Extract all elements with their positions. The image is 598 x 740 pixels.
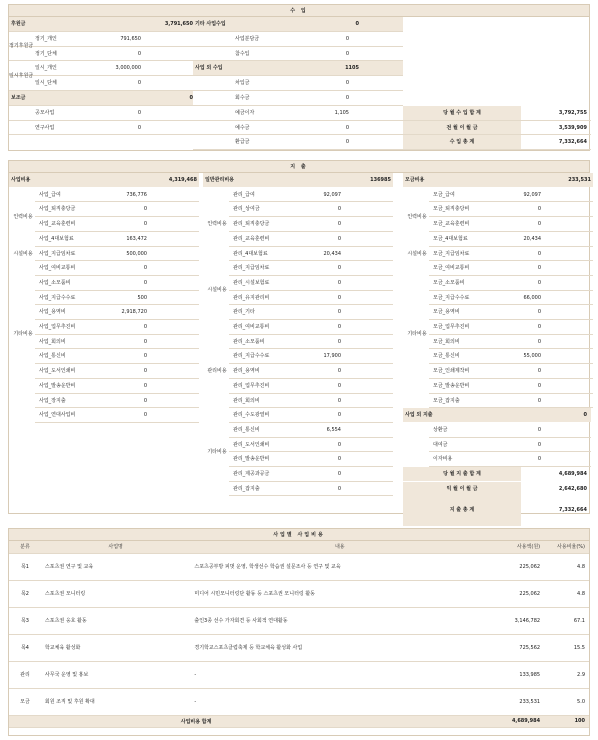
- admin-expense-item-value: 0: [337, 485, 341, 492]
- income-category-label: 보조금: [9, 91, 193, 105]
- fundraising-expense-item-value: 0: [537, 221, 541, 228]
- fundraising-expense-item-label: 모금_업무추진비: [433, 324, 470, 330]
- income-category-value: 0: [189, 95, 193, 101]
- business-expense-item-value: 2,918,720: [121, 309, 147, 316]
- admin-expense-item-label: 관리_기타: [233, 309, 255, 316]
- expense-total-label: 익 월 이 월 금: [403, 482, 521, 496]
- income-category-label: 사업 외 수입: [193, 61, 403, 75]
- fundraising-expense-item-label: 모금_통신비: [433, 353, 460, 360]
- income-category-value: 3,791,650: [164, 21, 193, 27]
- income-item-label: 일시_단체: [35, 80, 57, 87]
- projects-cell: 목3: [9, 607, 41, 634]
- fundraising-expense-item-label: 모금_퇴직충당비: [433, 206, 470, 213]
- projects-cell: 목1: [9, 553, 41, 580]
- projects-header-cell: 내용: [190, 541, 489, 553]
- business-expense-item-value: 0: [143, 382, 147, 389]
- business-expense-item-label: 사업_소모품비: [39, 279, 71, 286]
- fundraising-expense-item-label: 모금_여비교통비: [433, 265, 470, 272]
- admin-expense-item-label: 관리_회의비: [233, 397, 260, 404]
- other-expense-item-label: 이자비용: [433, 456, 453, 463]
- projects-total-row: [9, 715, 589, 727]
- fundraising-expense-group-label: 시설비용: [407, 250, 427, 257]
- fundraising-expense-item-value: 0: [537, 324, 541, 330]
- projects-cell: 스포츠공부방 피벗 운영, 학생선수 학습권 설문조사 등 연구 및 교육: [190, 553, 489, 580]
- admin-expense-item-label: 관리_시설보험료: [233, 279, 270, 286]
- row-divider: [193, 134, 403, 135]
- admin-expense-item-label: 관리_여비교통비: [233, 324, 270, 330]
- admin-expense-item-value: 0: [337, 206, 341, 213]
- projects-cell: 모금: [9, 688, 41, 715]
- income-item-value: 0: [345, 35, 349, 42]
- fundraising-expense-item-value: 0: [537, 397, 541, 404]
- row-divider: [193, 149, 403, 150]
- fundraising-expense-item-label: 모금_인쇄제작비: [433, 368, 470, 375]
- business-expense-item-value: 0: [143, 279, 147, 286]
- projects-cell: 4.8: [544, 580, 589, 607]
- projects-cell: 3,146,782: [489, 607, 544, 634]
- admin-expense-item-value: 17,900: [323, 353, 341, 360]
- income-item-value: 0: [345, 80, 349, 87]
- income-group-label: 일시후원금: [9, 72, 33, 79]
- income-item-value: 791,650: [120, 35, 141, 42]
- projects-cell: 225,062: [489, 553, 544, 580]
- admin-expense-item-label: 관리_발송운반비: [233, 456, 270, 463]
- business-expense-item-value: 0: [143, 324, 147, 330]
- fundraising-expense-category-label: 모금비용: [403, 173, 593, 187]
- table-row: [9, 634, 589, 661]
- business-expense-item-label: 사업_업무추진비: [39, 324, 76, 330]
- fundraising-expense-item-label: 모금_지급수수료: [433, 294, 470, 301]
- projects-cell: 스포츠권 모니터링: [41, 580, 190, 607]
- admin-expense-item-value: 0: [337, 397, 341, 404]
- projects-header-cell: 사용비율(%): [544, 541, 589, 553]
- table-row: [9, 607, 589, 634]
- admin-expense-group-label: 인력비용: [207, 221, 227, 228]
- income-category-label: 기타 사업수입: [193, 17, 403, 31]
- fundraising-expense-group-label: 기타비용: [407, 331, 427, 338]
- admin-expense-item-label: 관리_업무추진비: [233, 382, 270, 389]
- fundraising-expense-item-value: 92,097: [523, 191, 541, 198]
- admin-expense-item-value: 0: [337, 279, 341, 286]
- admin-expense-item-value: 0: [337, 235, 341, 242]
- income-item-label: 정기_단체: [35, 50, 57, 57]
- other-expense-item-value: 0: [537, 441, 541, 448]
- projects-cell: 15.5: [544, 634, 589, 661]
- expense-section: [8, 160, 590, 514]
- expense-title: 지 출: [9, 161, 589, 173]
- fundraising-expense-item-value: 0: [537, 279, 541, 286]
- projects-cell: 5.0: [544, 688, 589, 715]
- projects-cell: 225,062: [489, 580, 544, 607]
- projects-total-label: 사업비용 합계: [9, 715, 489, 727]
- projects-cell: 233,531: [489, 688, 544, 715]
- admin-expense-item-label: 관리_4대보험료: [233, 250, 268, 257]
- business-expense-category-label: 사업비용: [9, 173, 199, 187]
- other-expense-item-value: 0: [537, 456, 541, 463]
- other-expense-item-label: 대여금: [433, 441, 448, 448]
- business-expense-item-label: 사업_통신비: [39, 353, 66, 360]
- expense-total-label: 당 월 지 출 합 계: [403, 467, 521, 481]
- admin-expense-group-label: 관리비용: [207, 368, 227, 375]
- admin-expense-item-label: 관리_제공과공금: [233, 471, 270, 477]
- row-divider: [229, 495, 393, 496]
- projects-header-cell: 사용액(원): [489, 541, 544, 553]
- income-item-label: 사업분담금: [235, 35, 260, 42]
- projects-cell: 회원 조직 및 후원 확대: [41, 688, 190, 715]
- projects-total-pct: 100: [544, 715, 589, 727]
- admin-expense-item-label: 관리_지급임차료: [233, 265, 270, 272]
- business-expense-item-value: 736,776: [126, 191, 147, 198]
- business-expense-item-label: 사업_발송운반비: [39, 382, 76, 389]
- fundraising-expense-item-label: 모금_회의비: [433, 338, 460, 345]
- expense-total-label: 지 출 총 계: [403, 496, 521, 525]
- business-expense-group-label: 기타비용: [13, 331, 33, 338]
- row-divider: [9, 134, 193, 135]
- income-item-value: 0: [137, 124, 141, 131]
- admin-expense-group-label: 시설비용: [207, 287, 227, 294]
- income-item-label: 참수입: [235, 50, 250, 57]
- projects-table: [9, 541, 589, 728]
- admin-expense-item-value: 0: [337, 412, 341, 419]
- income-item-value: 0: [345, 139, 349, 146]
- income-section: [8, 4, 590, 151]
- income-item-value: 0: [345, 50, 349, 57]
- admin-expense-item-value: 0: [337, 221, 341, 228]
- income-total-label: 당 월 수 입 합 계: [403, 106, 521, 120]
- projects-cell: 스포츠권 연구 및 교육: [41, 553, 190, 580]
- admin-expense-item-label: 관리_급여: [233, 191, 255, 198]
- fundraising-expense-item-value: 0: [537, 250, 541, 257]
- income-item-value: 0: [137, 109, 141, 116]
- projects-cell: 2.9: [544, 661, 589, 688]
- table-row: [9, 580, 589, 607]
- income-item-label: 연구사업: [35, 124, 55, 131]
- admin-expense-category-value: 136985: [370, 177, 391, 183]
- fundraising-expense-item-label: 모금_잡지출: [433, 397, 460, 404]
- income-item-value: 3,000,000: [115, 65, 141, 72]
- business-expense-item-value: 0: [143, 368, 147, 375]
- admin-expense-item-value: 0: [337, 441, 341, 448]
- income-item-value: 1,105: [334, 109, 349, 116]
- admin-expense-item-value: 92,097: [323, 191, 341, 198]
- business-expense-item-label: 사업_퇴직충당금: [39, 206, 76, 213]
- admin-expense-category-label: 일반관리비용: [203, 173, 393, 187]
- business-expense-item-label: 사업_도서인쇄비: [39, 368, 76, 375]
- projects-cell: 725,562: [489, 634, 544, 661]
- row-divider: [35, 422, 199, 423]
- business-expense-item-label: 사업_지급수수료: [39, 294, 76, 301]
- fundraising-expense-item-value: 0: [537, 382, 541, 389]
- fundraising-expense-item-label: 모금_교육훈련비: [433, 221, 470, 228]
- business-expense-item-value: 0: [143, 265, 147, 272]
- other-expense-value: 0: [583, 412, 587, 419]
- admin-expense-item-value: 0: [337, 368, 341, 375]
- fundraising-expense-item-label: 모금_발송운반비: [433, 382, 470, 389]
- admin-expense-item-value: 0: [337, 265, 341, 272]
- income-item-label: 공모사업: [35, 109, 55, 116]
- admin-expense-item-value: 20,434: [323, 250, 341, 257]
- business-expense-item-value: 0: [143, 221, 147, 228]
- income-item-label: 예수금: [235, 124, 250, 131]
- projects-cell: 관리: [9, 661, 41, 688]
- fundraising-expense-item-value: 20,434: [523, 235, 541, 242]
- admin-expense-item-value: 0: [337, 338, 341, 345]
- business-expense-item-value: 0: [143, 338, 147, 345]
- business-expense-item-label: 사업_지급임차료: [39, 250, 76, 257]
- income-category-label: 후원금: [9, 17, 193, 31]
- income-total-value: 3,539,909: [558, 124, 587, 131]
- table-row: [9, 553, 589, 580]
- fundraising-expense-item-label: 모금_급여: [433, 191, 455, 198]
- fundraising-expense-item-label: 모금_소모품비: [433, 279, 465, 286]
- projects-cell: 67.1: [544, 607, 589, 634]
- business-expense-item-value: 500: [137, 294, 147, 301]
- business-expense-item-value: 0: [143, 353, 147, 360]
- business-expense-item-label: 사업_회의비: [39, 338, 66, 345]
- business-expense-category-value: 4,319,468: [168, 177, 197, 183]
- admin-expense-item-label: 관리_통신비: [233, 426, 260, 433]
- admin-expense-item-label: 관리_소모품비: [233, 338, 265, 345]
- projects-total-value: 4,689,984: [489, 715, 544, 727]
- fundraising-expense-item-value: 0: [537, 206, 541, 213]
- income-category-value: 1105: [345, 65, 359, 72]
- fundraising-expense-group-label: 인력비용: [407, 213, 427, 220]
- admin-expense-item-value: 0: [337, 309, 341, 316]
- business-expense-item-value: 0: [143, 206, 147, 213]
- fundraising-expense-category-value: 233,531: [568, 177, 591, 183]
- admin-expense-item-label: 관리_잡지출: [233, 485, 260, 492]
- admin-expense-item-label: 관리_유지관리비: [233, 294, 270, 301]
- fundraising-expense-item-value: 55,000: [523, 353, 541, 360]
- business-expense-item-value: 0: [143, 397, 147, 404]
- projects-cell: 출인3종 선수 가자회견 등 사회적 연대활동: [190, 607, 489, 634]
- income-item-value: 0: [345, 124, 349, 131]
- business-expense-item-label: 사업_4대보험료: [39, 235, 74, 242]
- projects-cell: 4.8: [544, 553, 589, 580]
- projects-header-cell: 분류: [9, 541, 41, 553]
- projects-cell: -: [190, 661, 489, 688]
- income-item-label: 예금이자: [235, 109, 255, 116]
- income-total-value: 7,332,664: [558, 139, 587, 146]
- business-expense-item-value: 0: [143, 412, 147, 419]
- fundraising-expense-item-value: 0: [537, 368, 541, 375]
- row-divider: [193, 105, 403, 106]
- business-expense-item-label: 사업_급여: [39, 191, 61, 198]
- admin-expense-item-label: 관리_수도광열비: [233, 412, 270, 419]
- fundraising-expense-item-label: 모금_용역비: [433, 309, 460, 316]
- row-divider: [193, 90, 403, 91]
- other-expense-item-value: 0: [537, 426, 541, 433]
- projects-cell: 경기학교스포츠클럽축제 등 학교체육 활성화 사업: [190, 634, 489, 661]
- row-divider: [193, 46, 403, 47]
- income-item-label: 회수금: [235, 95, 250, 101]
- admin-expense-item-value: 0: [337, 382, 341, 389]
- projects-section: [8, 528, 590, 736]
- income-item-value: 0: [345, 95, 349, 101]
- business-expense-item-label: 사업_여비교통비: [39, 265, 76, 272]
- fundraising-expense-item-value: 0: [537, 309, 541, 316]
- expense-total-value: 4,689,984: [558, 471, 587, 477]
- admin-expense-item-label: 관리_용역비: [233, 368, 260, 375]
- table-row: [9, 661, 589, 688]
- admin-expense-item-value: 0: [337, 456, 341, 463]
- business-expense-item-label: 사업_장지출: [39, 397, 66, 404]
- income-item-label: 일시_개인: [35, 65, 57, 72]
- income-total-value: 3,792,755: [558, 109, 587, 116]
- projects-cell: 스포츠권 옹호 활동: [41, 607, 190, 634]
- business-expense-group-label: 시설비용: [13, 250, 33, 257]
- projects-cell: -: [190, 688, 489, 715]
- admin-expense-item-label: 관리_퇴직충당금: [233, 221, 270, 228]
- income-total-label: 수 입 총 계: [403, 135, 521, 149]
- admin-expense-item-label: 관리_지급수수료: [233, 353, 270, 360]
- income-total-label: 전 월 이 월 금: [403, 121, 521, 135]
- projects-cell: 미디어 시민모니터링단 활동 등 스포츠권 모니터링 활동: [190, 580, 489, 607]
- business-expense-item-label: 사업_연대사업비: [39, 412, 76, 419]
- projects-cell: 목2: [9, 580, 41, 607]
- fundraising-expense-item-value: 0: [537, 338, 541, 345]
- admin-expense-item-label: 관리_교육훈련비: [233, 235, 270, 242]
- income-item-label: 정기_개인: [35, 35, 57, 42]
- business-expense-group-label: 인력비용: [13, 213, 33, 220]
- income-item-value: 0: [137, 80, 141, 87]
- projects-cell: 사무국 운영 및 홍보: [41, 661, 190, 688]
- fundraising-expense-item-label: 모금_지급임차료: [433, 250, 470, 257]
- income-title: 수 입: [9, 5, 589, 17]
- fundraising-expense-item-value: 66,000: [523, 294, 541, 301]
- admin-expense-item-value: 0: [337, 471, 341, 477]
- projects-header-cell: 사업명: [41, 541, 190, 553]
- fundraising-expense-item-value: 0: [537, 265, 541, 272]
- expense-total-value: 7,332,664: [558, 507, 587, 514]
- other-expense-item-label: 상환금: [433, 426, 448, 433]
- income-item-label: 환급금: [235, 139, 250, 146]
- business-expense-item-value: 500,000: [126, 250, 147, 257]
- row-divider: [193, 75, 403, 76]
- row-divider: [193, 31, 403, 32]
- projects-title: 사업별 사업비용: [9, 529, 589, 541]
- row-divider: [403, 149, 591, 150]
- admin-expense-item-value: 6,554: [326, 426, 341, 433]
- expense-total-value: 2,642,680: [558, 485, 587, 492]
- other-expense-label: 사업 외 지출: [403, 408, 591, 422]
- projects-cell: 목4: [9, 634, 41, 661]
- projects-cell: 학교체육 활성화: [41, 634, 190, 661]
- table-row: [9, 688, 589, 715]
- business-expense-item-label: 사업_용역비: [39, 309, 66, 316]
- business-expense-item-label: 사업_교육훈련비: [39, 221, 76, 228]
- business-expense-item-value: 163,472: [126, 235, 147, 242]
- admin-expense-item-label: 관리_상여금: [233, 206, 260, 213]
- admin-expense-group-label: 기타비용: [207, 448, 227, 455]
- income-item-label: 차입금: [235, 80, 250, 87]
- fundraising-expense-item-label: 모금_4대보험료: [433, 235, 468, 242]
- income-category-value: 0: [355, 21, 359, 27]
- income-item-value: 0: [137, 50, 141, 57]
- admin-expense-item-value: 0: [337, 294, 341, 301]
- admin-expense-item-value: 0: [337, 324, 341, 330]
- admin-expense-item-label: 관리_도서인쇄비: [233, 441, 270, 448]
- income-group-label: 정기후원금: [9, 43, 33, 50]
- row-divider: [193, 120, 403, 121]
- projects-cell: 133,985: [489, 661, 544, 688]
